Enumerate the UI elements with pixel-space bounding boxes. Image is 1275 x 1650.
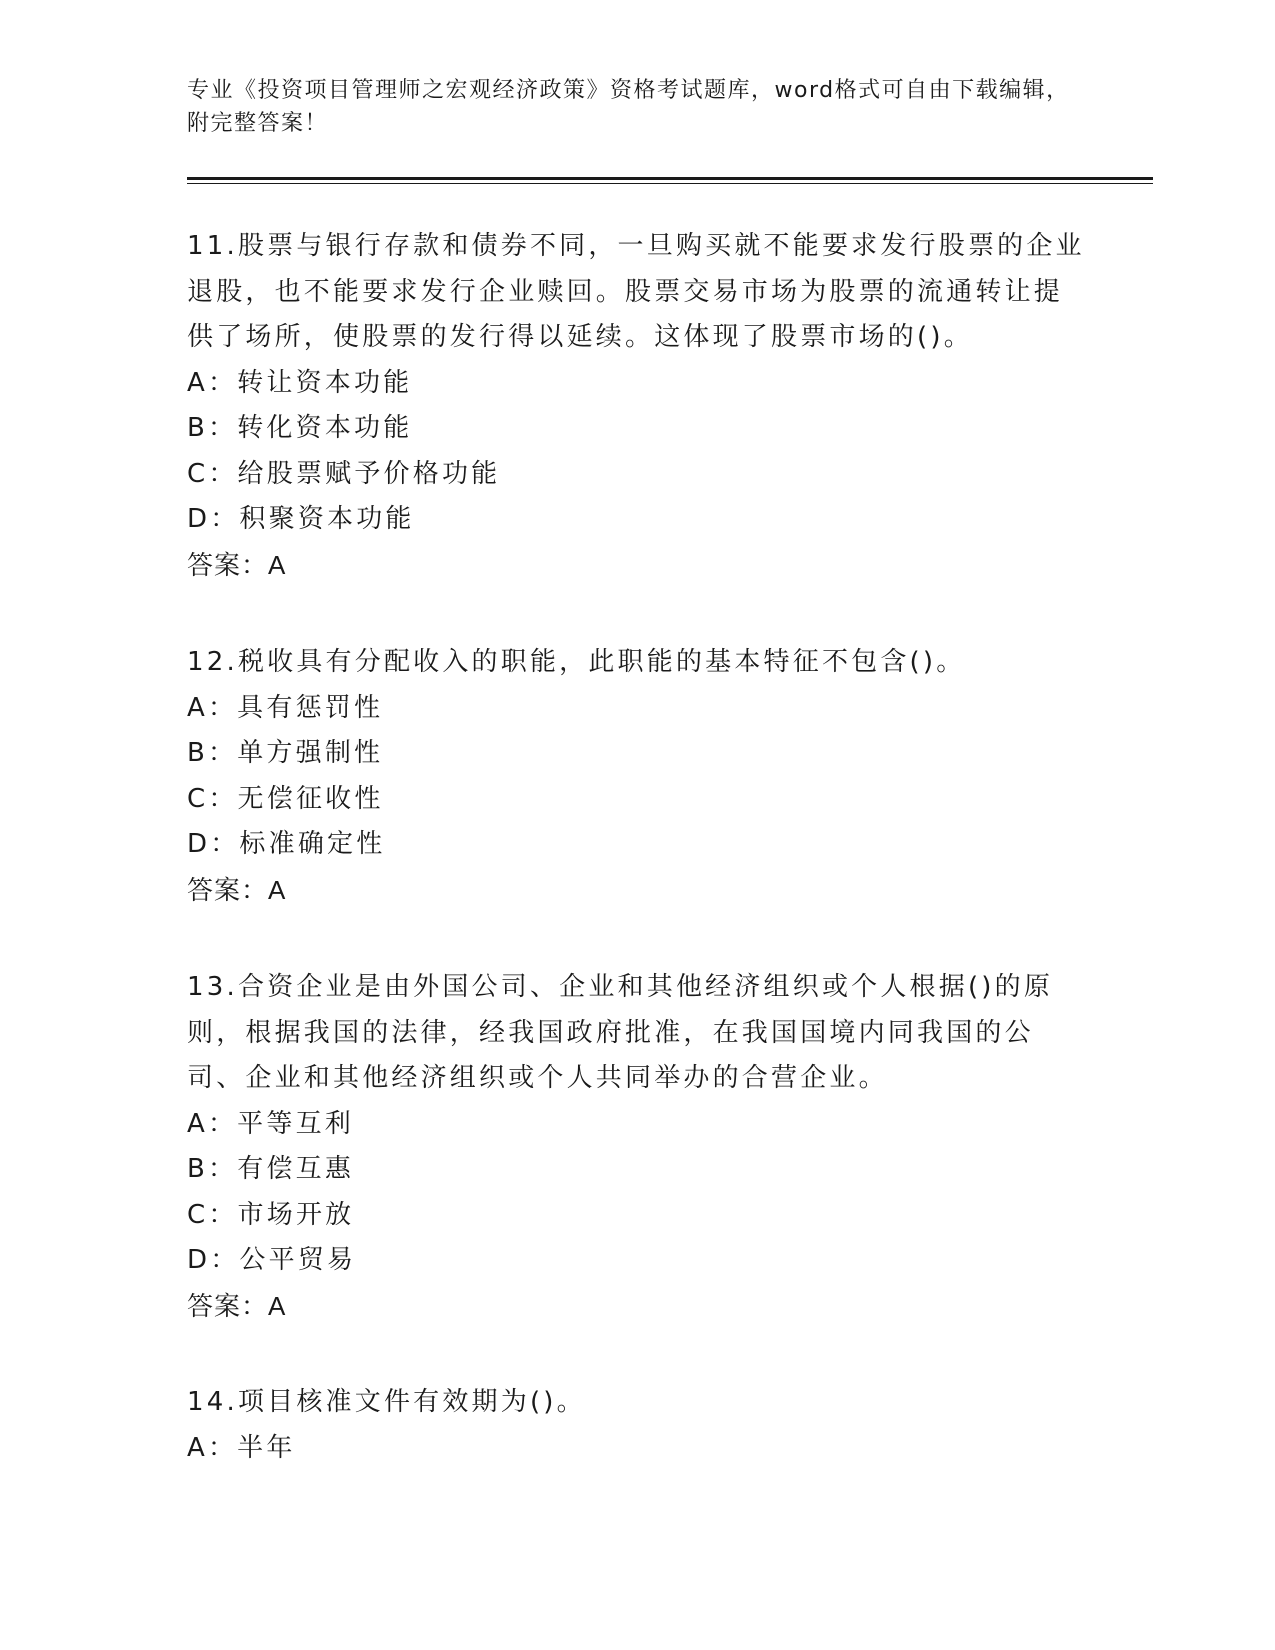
option-c: C：市场开放	[187, 1199, 355, 1230]
option-a: A：具有惩罚性	[187, 692, 384, 723]
option-d: D：公平贸易	[187, 1245, 357, 1275]
option-b: B：单方强制性	[187, 738, 384, 768]
answer: 答案：A	[187, 549, 287, 580]
option-a: A：平等互利	[187, 1108, 354, 1139]
option-d: D：标准确定性	[187, 829, 386, 859]
question-14	[187, 1380, 1087, 1471]
header-divider-thick	[187, 177, 1153, 180]
option-a: A：转让资本功能	[187, 367, 413, 398]
question-stem: 11.股票与银行存款和债券不同，一旦购买就不能要求发行股票的企业退股，也不能要求发行企业赎回。股票交易市场为股票的流通转让提供了场所，使股票的发行得以延续。这体现了股票市场的()。	[187, 231, 1085, 352]
document-header: 专业《投资项目管理师之宏观经济政策》资格考试题库，word格式可自由下载编辑，附完整答案！	[187, 78, 1070, 136]
question-13	[187, 965, 1087, 1329]
header-divider-thin	[187, 183, 1153, 184]
answer: 答案：A	[187, 1290, 287, 1321]
option-b: B：有偿互惠	[187, 1154, 355, 1184]
option-b: B：转化资本功能	[187, 413, 413, 443]
option-d: D：积聚资本功能	[187, 504, 415, 534]
question-stem: 13.合资企业是由外国公司、企业和其他经济组织或个人根据()的原则，根据我国的法律，经我国政府批准，在我国国境内同我国的公司、企业和其他经济组织或个人共同举办的合营企业。	[187, 972, 1054, 1093]
question-stem: 14.项目核准文件有效期为()。	[187, 1387, 586, 1417]
question-12	[187, 640, 1087, 913]
question-stem: 12.税收具有分配收入的职能，此职能的基本特征不包含()。	[187, 647, 966, 677]
option-c: C：无偿征收性	[187, 783, 384, 814]
answer: 答案：A	[187, 874, 287, 905]
question-11	[187, 224, 1087, 588]
option-a: A：半年	[187, 1432, 296, 1463]
option-c: C：给股票赋予价格功能	[187, 458, 501, 489]
